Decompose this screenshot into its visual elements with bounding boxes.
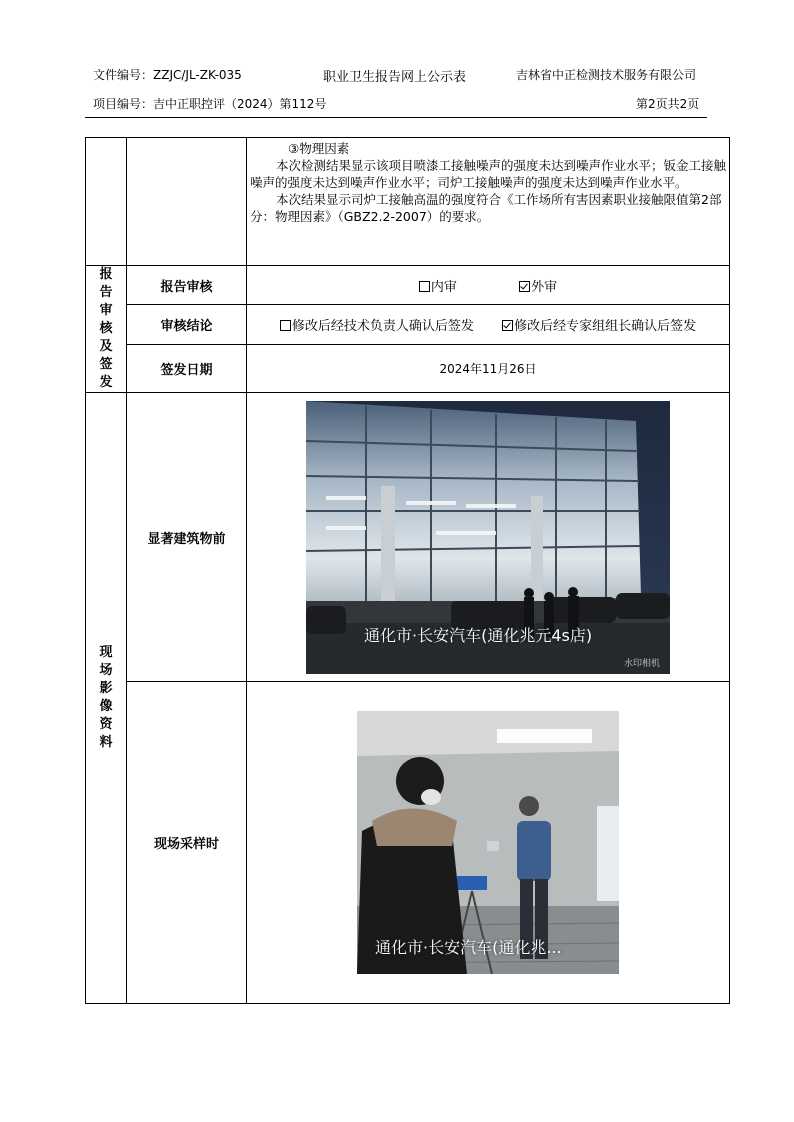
sampling-photo-label: 现场采样时	[127, 682, 247, 1004]
review-conclusion-label: 审核结论	[127, 305, 247, 344]
building-photo-watermark: 水印相机	[624, 658, 661, 669]
building-photo-caption: 通化市·长安汽车(通化兆元4s店)	[364, 625, 593, 645]
page-indicator: 第2页共2页	[636, 97, 700, 111]
site-photos-section-label: 现场影像资料	[86, 393, 127, 1004]
building-photo	[306, 401, 670, 674]
expert-lead-option[interactable]: 修改后经专家组组长确认后签发	[502, 319, 696, 334]
external-review-checkbox[interactable]	[519, 281, 530, 292]
tech-lead-option[interactable]: 修改后经技术负责人确认后签发	[280, 319, 474, 334]
review-type-options	[247, 266, 730, 305]
report-table	[85, 137, 730, 1004]
physical-noise-paragraph: 本次检测结果显示该项目喷漆工接触噪声的强度未达到噪声作业水平；钣金工接触噪声的强度未达到噪声作业水平；司炉工接触噪声的强度未达到噪声作业水平。	[250, 158, 727, 190]
sampling-photo-cell	[247, 682, 730, 1004]
expert-lead-checkbox[interactable]	[502, 320, 513, 331]
physical-factors-cell	[247, 138, 730, 266]
company-name: 吉林省中正检测技术服务有限公司	[516, 68, 697, 82]
building-photo-cell	[247, 393, 730, 682]
external-review-option[interactable]: 外审	[519, 280, 557, 295]
project-number: 项目编号：吉中正职控评（2024）第112号	[93, 97, 327, 111]
physical-factors-heading: ③物理因素	[288, 141, 350, 156]
form-title: 职业卫生报告网上公示表	[323, 70, 467, 85]
review-conclusion-options	[247, 305, 730, 344]
internal-review-option[interactable]: 内审	[419, 280, 457, 295]
building-photo-label: 显著建筑物前	[127, 393, 247, 682]
header-divider	[85, 117, 707, 118]
sampling-photo-caption: 通化市·长安汽车(通化兆...	[375, 938, 562, 957]
blank-cell-b	[127, 138, 247, 266]
issue-date-value: 2024年11月26日	[247, 344, 730, 392]
review-section-label: 报告审核及签发	[86, 266, 127, 393]
tech-lead-checkbox[interactable]	[280, 320, 291, 331]
blank-cell-a	[86, 138, 127, 266]
doc-number: 文件编号：ZZJC/JL-ZK-035	[93, 68, 242, 82]
physical-heat-paragraph: 本次结果显示司炉工接触高温的强度符合《工作场所有害因素职业接触限值第2部分：物理因素》（GBZ2.2-2007）的要求。	[250, 192, 722, 224]
review-type-label: 报告审核	[127, 266, 247, 305]
internal-review-checkbox[interactable]	[419, 281, 430, 292]
sampling-photo	[357, 711, 619, 974]
issue-date-label: 签发日期	[127, 344, 247, 392]
